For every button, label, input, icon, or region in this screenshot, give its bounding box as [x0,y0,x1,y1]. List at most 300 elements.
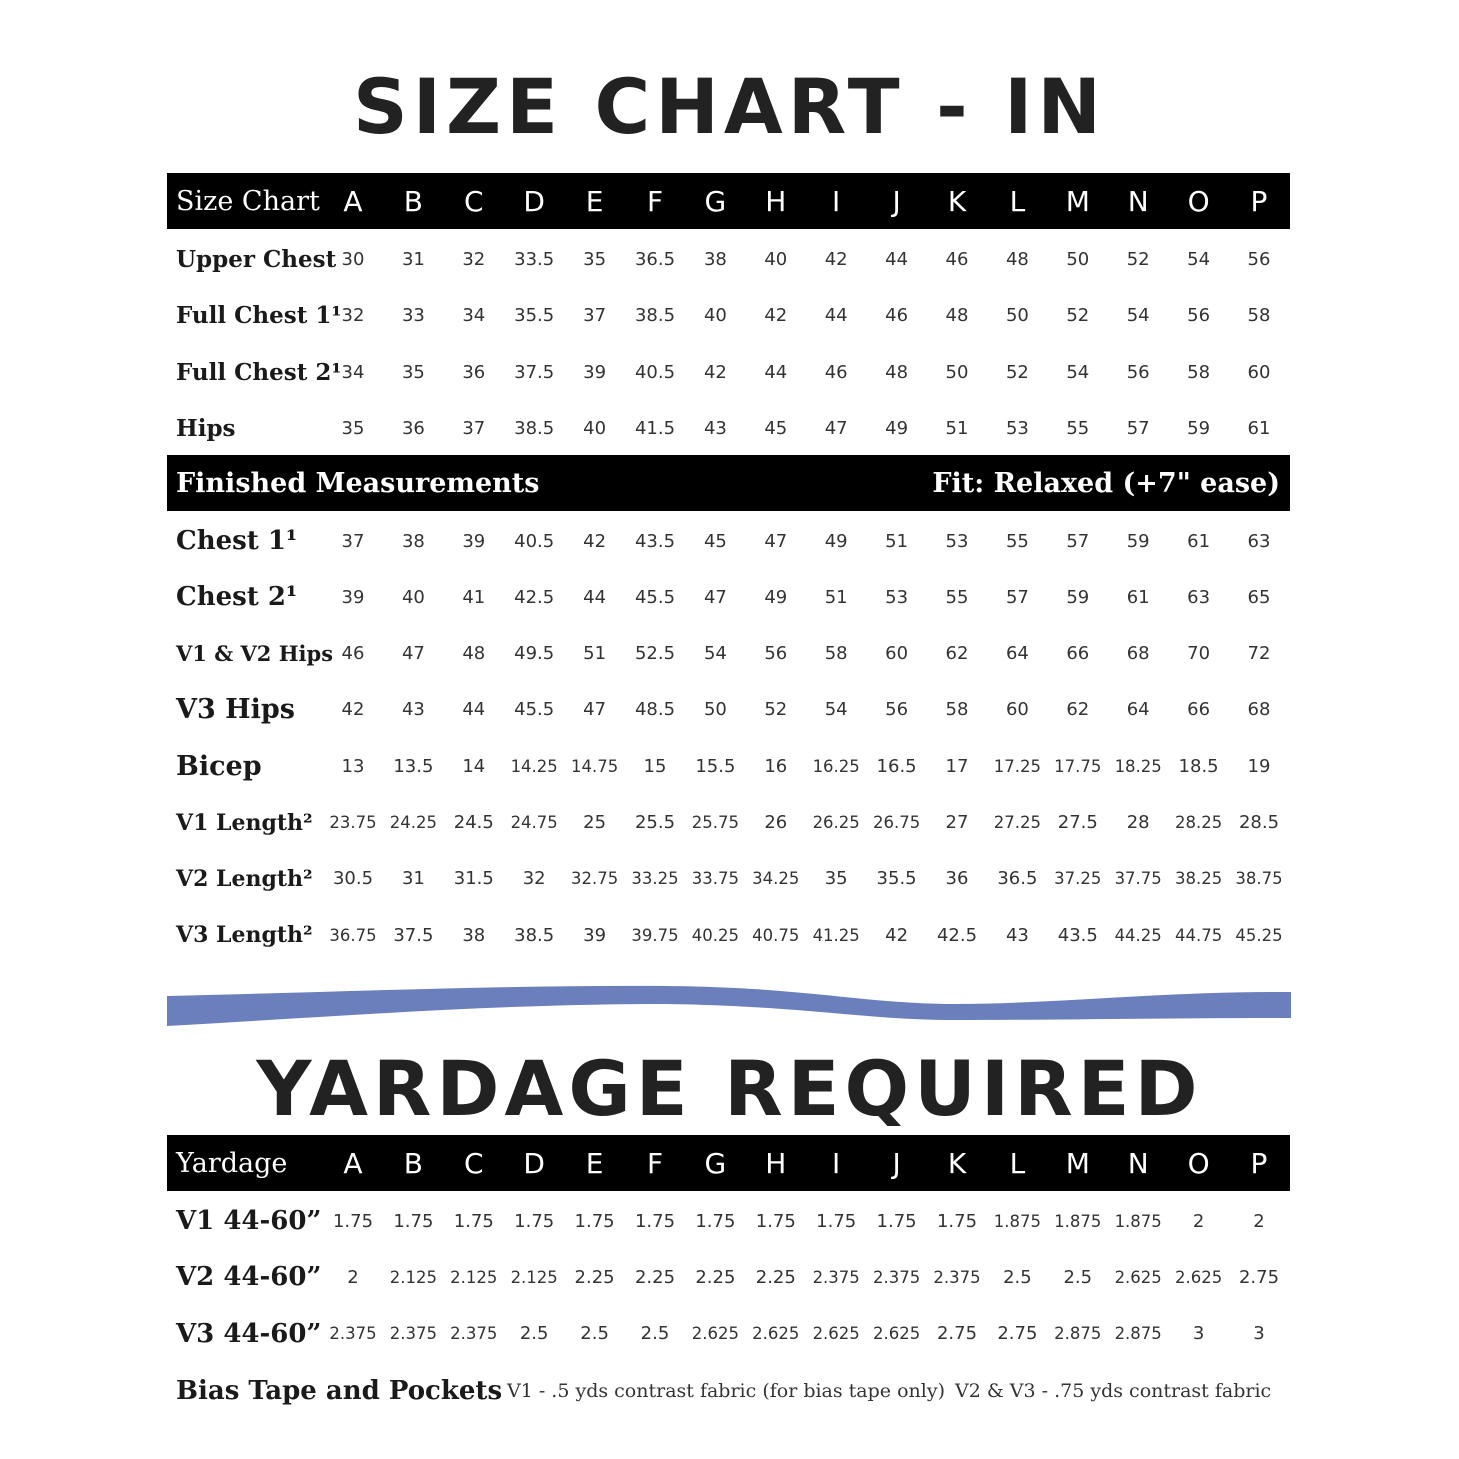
table-cell: 50 [703,699,727,721]
bias-note-v2-v3: V2 & V3 - .75 yds contrast fabric [955,1380,1272,1402]
table-cell: 66 [1066,643,1090,665]
table-cell: 35 [401,361,425,383]
table-row [167,851,1290,907]
table-cell: 39 [341,586,365,608]
table-cell: 1.75 [393,1210,434,1232]
table-cell: 55 [1066,418,1090,439]
table-cell: 59 [1187,418,1211,439]
table-row [167,513,1290,569]
table-cell: 31.5 [453,868,494,890]
size-column-a: A [343,184,363,218]
table-cell: 3 [1253,1323,1265,1345]
table-cell: 64 [1005,643,1029,665]
table-cell: 24.75 [510,813,558,832]
table-cell: 41 [462,586,486,608]
table-cell: 49.5 [514,643,555,665]
table-row [167,682,1290,738]
table-cell: 64 [1126,699,1150,721]
table-cell: 2.625 [691,1324,740,1344]
decorative-divider-stroke [165,980,1293,1030]
table-cell: 40.75 [752,925,800,945]
table-cell: 2.5 [519,1323,549,1345]
row-label: V3 Length² [176,922,313,949]
table-cell: 51 [824,586,848,608]
table-cell: 45 [703,530,727,552]
size-column-m: M [1065,1146,1090,1180]
table-cell: 16 [764,755,788,777]
table-cell: 28 [1126,812,1150,833]
table-cell: 52 [764,699,788,721]
size-column-o: O [1187,1146,1210,1180]
bias-note-v1: V1 - .5 yds contrast fabric (for bias tape only) [507,1380,945,1402]
size-column-l: L [1009,184,1026,218]
table-cell: 36.5 [634,248,676,270]
row-label: V1 44-60” [176,1206,322,1236]
row-label: V2 44-60” [176,1262,322,1293]
table-cell: 40 [764,248,788,270]
table-cell: 24.5 [453,812,494,833]
table-cell: 17 [945,755,969,777]
table-cell: 55 [945,586,969,608]
table-cell: 54 [703,643,727,665]
table-cell: 51 [583,643,607,665]
size-column-h: H [765,184,787,218]
row-label: Hips [176,415,236,442]
table-cell: 36 [945,868,969,890]
table-row [167,738,1290,794]
table-cell: 56 [1126,361,1150,383]
table-cell: 2.625 [812,1324,860,1344]
table-cell: 25.5 [634,812,676,833]
table-cell: 26.25 [812,813,860,832]
table-cell: 38 [703,248,727,270]
table-cell: 48 [885,361,909,383]
table-cell: 1.75 [755,1210,796,1232]
table-cell: 35.5 [876,868,917,890]
table-cell: 45 [764,418,788,439]
table-cell: 37.75 [1114,869,1162,889]
size-chart-header [167,173,1290,229]
table-cell: 1.75 [453,1210,494,1232]
table-cell: 18.25 [1114,756,1162,776]
size-column-d: D [523,1146,545,1180]
table-cell: 2.875 [1114,1324,1162,1344]
table-cell: 68 [1126,643,1150,665]
table-cell: 58 [945,699,969,721]
table-cell: 58 [1187,361,1211,383]
table-cell: 60 [885,643,909,665]
table-cell: 15 [643,755,667,777]
row-label: Upper Chest [176,245,337,273]
table-cell: 2.375 [450,1324,498,1344]
table-cell: 40 [583,418,607,439]
table-cell: 2.5 [640,1323,670,1345]
table-cell: 38.5 [514,418,555,439]
table-cell: 32.75 [570,869,619,889]
table-cell: 2.25 [755,1266,796,1288]
table-cell: 2.625 [872,1324,921,1344]
table-cell: 50 [945,361,969,383]
table-cell: 46 [341,643,365,665]
size-column-c: C [464,184,484,218]
table-cell: 2.25 [695,1266,736,1288]
table-cell: 42 [885,924,909,946]
table-cell: 27.5 [1057,812,1098,833]
table-cell: 23.75 [329,813,377,832]
table-cell: 2.375 [933,1267,981,1287]
table-cell: 39 [462,530,486,552]
table-cell: 1.75 [634,1210,676,1232]
table-cell: 55 [1005,530,1029,552]
table-cell: 63 [1187,586,1211,608]
table-cell: 2.375 [872,1267,921,1287]
table-row [167,795,1290,851]
size-column-p: P [1250,184,1268,218]
size-column-k: K [947,184,967,218]
size-column-a: A [343,1146,363,1180]
table-cell: 42.5 [514,586,555,608]
table-cell: 44 [824,305,848,326]
table-cell: 37 [341,530,365,552]
table-cell: 54 [1126,305,1150,326]
table-cell: 63 [1247,530,1271,552]
table-cell: 42 [703,361,727,383]
table-cell: 47 [703,586,727,608]
table-cell: 46 [945,248,969,270]
table-cell: 46 [885,305,909,326]
size-column-d: D [523,184,545,218]
size-column-f: F [646,1146,664,1180]
size-column-l: L [1009,1146,1026,1180]
table-cell: 45.5 [514,699,555,721]
size-column-f: F [646,184,664,218]
table-cell: 2.75 [997,1323,1038,1345]
table-cell: 26 [764,812,788,833]
table-cell: 51 [945,418,969,439]
table-cell: 54 [824,699,848,721]
table-cell: 41.5 [634,418,676,439]
table-cell: 57 [1126,418,1150,439]
yardage-header [167,1135,1290,1191]
table-cell: 2.25 [634,1266,676,1288]
table-cell: 52 [1005,361,1029,383]
table-cell: 42 [583,530,607,552]
table-cell: 65 [1247,586,1271,608]
table-cell: 37.25 [1054,869,1102,889]
table-cell: 34 [341,361,365,383]
table-cell: 2.75 [936,1323,978,1345]
table-cell: 15.5 [695,755,736,777]
table-cell: 56 [1187,305,1211,326]
table-cell: 13.5 [393,755,434,777]
table-cell: 47 [764,530,788,552]
table-row [167,1306,1290,1362]
table-cell: 49 [885,418,909,439]
table-cell: 17.25 [993,756,1042,776]
size-chart-title: SIZE CHART - IN [353,62,1106,151]
table-cell: 52 [1126,248,1150,270]
row-label: V3 Hips [176,694,295,726]
size-column-e: E [585,184,604,218]
table-cell: 1.75 [574,1210,615,1232]
table-cell: 56 [1247,248,1271,270]
table-cell: 48 [945,305,969,326]
table-cell: 50 [1005,305,1029,326]
table-cell: 1.75 [695,1210,736,1232]
table-cell: 17.75 [1054,756,1102,776]
table-cell: 39 [583,924,607,946]
table-cell: 72 [1247,643,1271,665]
table-cell: 43 [1005,924,1029,946]
table-cell: 19 [1247,755,1271,777]
table-cell: 42.5 [936,924,978,946]
table-cell: 49 [764,586,788,608]
size-column-c: C [464,1146,484,1180]
table-cell: 28.25 [1174,813,1223,832]
table-row [167,231,1290,287]
table-cell: 59 [1126,530,1150,552]
table-cell: 54 [1066,361,1090,383]
table-cell: 61 [1126,586,1150,608]
table-cell: 2.125 [510,1267,558,1287]
table-cell: 56 [885,699,909,721]
size-column-i: I [832,1146,841,1180]
finished-measurements-header [167,455,1290,511]
table-cell: 27 [945,812,969,833]
table-cell: 43 [703,418,727,439]
table-cell: 37 [462,418,486,439]
table-cell: 45.25 [1235,925,1283,945]
table-cell: 43 [401,699,425,721]
table-cell: 2.125 [450,1267,498,1287]
table-cell: 2.75 [1238,1266,1280,1288]
fit-label: Fit: Relaxed (+7" ease) [932,467,1280,499]
table-cell: 1.75 [332,1210,374,1232]
row-label: V1 & V2 Hips [176,641,334,667]
table-cell: 2.625 [1174,1267,1223,1287]
table-cell: 40.5 [634,361,676,383]
table-cell: 38.5 [634,305,676,326]
table-cell: 40 [401,586,425,608]
table-cell: 38 [401,530,425,552]
table-cell: 14 [462,755,486,777]
table-cell: 16.25 [812,756,860,776]
table-cell: 68 [1247,699,1271,721]
table-cell: 1.875 [993,1211,1042,1231]
table-cell: 2.375 [329,1324,377,1344]
table-cell: 35 [341,418,365,439]
table-cell: 47 [824,418,848,439]
table-cell: 40.5 [514,530,555,552]
table-row [167,626,1290,682]
table-cell: 44 [462,699,486,721]
table-cell: 40.25 [691,925,740,945]
table-cell: 54 [1187,248,1211,270]
table-cell: 1.75 [514,1210,555,1232]
table-cell: 59 [1066,586,1090,608]
finished-measurements-label: Finished Measurements [176,467,540,499]
table-cell: 61 [1187,530,1211,552]
size-column-b: B [403,184,423,218]
row-label: V3 44-60” [176,1318,322,1349]
table-cell: 33.25 [631,869,679,889]
table-row [167,1249,1290,1305]
table-cell: 26.75 [872,813,921,832]
table-cell: 27.25 [993,813,1042,832]
table-cell: 2.375 [812,1267,860,1287]
table-cell: 34.25 [752,869,800,889]
row-label: Full Chest 1¹ [176,302,342,329]
table-cell: 62 [945,643,969,665]
size-chart-header-label: Size Chart [176,185,320,217]
table-cell: 2 [347,1266,359,1288]
table-cell: 48.5 [634,699,676,721]
table-cell: 1.875 [1054,1211,1102,1231]
table-cell: 14.75 [570,756,619,776]
table-cell: 2.375 [389,1324,438,1344]
table-cell: 44.25 [1114,925,1162,945]
table-cell: 30 [341,248,365,270]
table-cell: 35 [583,248,607,270]
table-cell: 52.5 [634,643,676,665]
table-cell: 42 [341,699,365,721]
table-cell: 35 [824,868,848,890]
table-cell: 34 [462,305,486,326]
table-cell: 36.5 [997,868,1038,890]
table-cell: 37 [583,305,607,326]
table-cell: 61 [1247,418,1271,439]
size-column-p: P [1250,1146,1268,1180]
table-cell: 47 [583,699,607,721]
table-cell: 44.75 [1174,925,1223,945]
table-cell: 33.5 [514,248,555,270]
table-cell: 2.875 [1054,1324,1102,1344]
table-cell: 38.5 [514,924,555,946]
row-label: Chest 2¹ [176,582,298,613]
table-row [167,288,1290,344]
table-cell: 44 [583,586,607,608]
table-cell: 18.5 [1178,755,1219,777]
size-column-m: M [1065,184,1090,218]
row-label: Chest 1¹ [176,526,298,556]
size-column-k: K [947,1146,967,1180]
size-column-e: E [585,1146,604,1180]
table-cell: 30.5 [332,868,374,890]
table-cell: 57 [1066,530,1090,552]
table-cell: 40 [703,305,727,326]
table-cell: 36.75 [329,925,377,945]
bias-tape-label: Bias Tape and Pockets [176,1376,503,1406]
size-column-i: I [832,184,841,218]
table-cell: 70 [1187,643,1211,665]
row-label: V2 Length² [176,865,313,892]
table-cell: 31 [401,248,425,270]
table-cell: 2 [1253,1210,1265,1232]
row-label: Full Chest 2¹ [176,358,342,386]
table-cell: 42 [764,305,788,326]
table-cell: 39 [583,361,607,383]
size-column-j: J [892,1146,901,1180]
table-cell: 38.75 [1235,869,1283,889]
table-cell: 38.25 [1174,869,1223,889]
size-column-n: N [1127,1146,1149,1180]
table-cell: 36 [401,418,425,439]
table-row [167,907,1290,963]
table-cell: 2.625 [1114,1267,1162,1287]
table-cell: 53 [885,586,909,608]
table-cell: 25.75 [691,813,740,832]
size-column-n: N [1127,184,1149,218]
table-cell: 66 [1187,699,1211,721]
table-cell: 3 [1192,1323,1205,1345]
table-cell: 2.125 [389,1267,438,1287]
table-cell: 37.5 [393,924,434,946]
table-cell: 32 [522,868,546,890]
table-row [167,401,1290,457]
table-cell: 32 [462,248,486,270]
size-column-j: J [892,184,901,218]
size-column-h: H [765,1146,787,1180]
size-column-g: G [704,184,727,218]
table-cell: 36 [462,361,486,383]
size-column-g: G [704,1146,727,1180]
table-cell: 14.25 [510,756,558,776]
table-cell: 13 [341,755,365,777]
table-row [167,569,1290,625]
table-cell: 58 [824,643,848,665]
table-cell: 24.25 [389,813,438,832]
table-cell: 48 [1005,248,1029,270]
row-label: V1 Length² [176,809,313,836]
table-cell: 2.25 [574,1266,615,1288]
table-cell: 1.75 [816,1210,857,1232]
size-column-b: B [403,1146,423,1180]
table-cell: 43.5 [1057,924,1098,946]
table-cell: 39.75 [631,925,679,945]
table-cell: 2.5 [1003,1266,1032,1288]
table-cell: 33 [401,305,425,326]
table-cell: 28.5 [1238,812,1280,833]
table-cell: 48 [462,643,486,665]
table-cell: 35.5 [514,305,555,326]
table-cell: 52 [1066,305,1090,326]
table-cell: 41.25 [812,925,860,945]
table-cell: 58 [1247,305,1271,326]
table-cell: 62 [1066,699,1090,721]
table-cell: 1.875 [1114,1211,1162,1231]
table-row [167,344,1290,400]
size-column-o: O [1187,184,1210,218]
table-cell: 32 [341,305,365,326]
table-cell: 51 [885,530,909,552]
table-cell: 44 [764,361,788,383]
table-cell: 44 [885,248,909,270]
table-cell: 2.5 [1063,1266,1093,1288]
table-cell: 53 [945,530,969,552]
table-cell: 50 [1066,248,1090,270]
table-cell: 49 [824,530,848,552]
table-cell: 37.5 [514,361,555,383]
table-cell: 38 [462,924,486,946]
table-cell: 1.75 [936,1210,978,1232]
table-cell: 57 [1005,586,1029,608]
table-cell: 46 [824,361,848,383]
table-cell: 60 [1005,699,1029,721]
table-cell: 33.75 [691,869,740,889]
table-row [167,1193,1290,1249]
table-cell: 42 [824,248,848,270]
table-cell: 56 [764,643,788,665]
